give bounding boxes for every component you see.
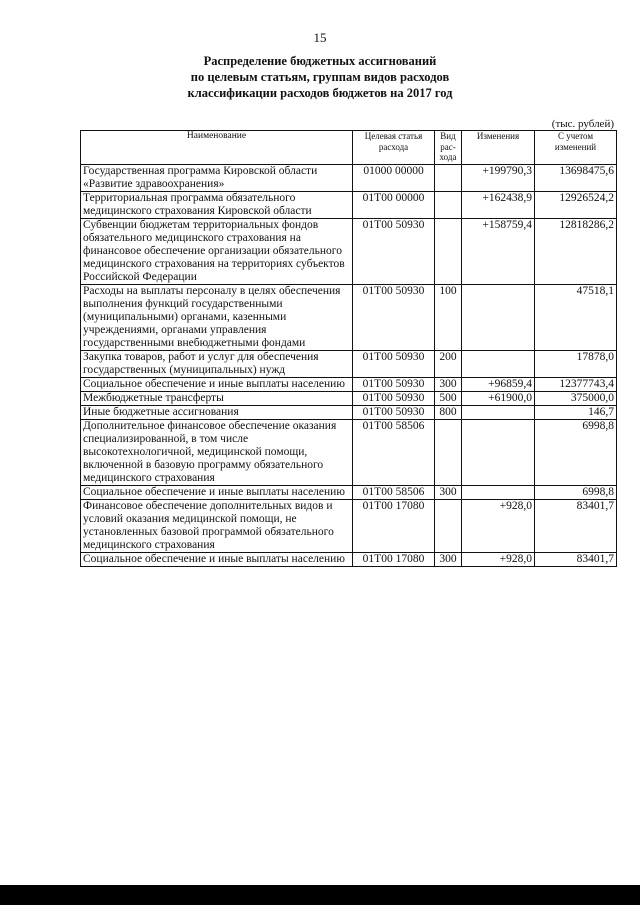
row-target-article-cell: 01Т00 50930 [353,405,435,419]
row-changes-cell: +199790,3 [462,164,535,191]
row-with-changes-cell: 47518,1 [535,284,617,350]
table-row [81,284,617,350]
row-name-cell: Расходы на выплаты персоналу в целях обеспечения выполнения функций государственными (муниципальными) органами, казенными учреждениями, органами управления государственными внебюджетными фондами [81,284,353,350]
row-with-changes-cell: 146,7 [535,405,617,419]
row-name-cell: Межбюджетные трансферты [81,391,353,405]
table-row [81,191,617,218]
row-name-cell: Закупка товаров, работ и услуг для обеспечения государственных (муниципальных) нужд [81,350,353,377]
row-expense-type-cell: 300 [435,552,462,566]
row-name-cell: Государственная программа Кировской области «Развитие здравоохранения» [81,164,353,191]
row-target-article-cell: 01Т00 58506 [353,485,435,499]
row-expense-type-cell: 500 [435,391,462,405]
row-changes-cell: +61900,0 [462,391,535,405]
row-name-cell: Финансовое обеспечение дополнительных видов и условий оказания медицинской помощи, не установленных базовой программой обязательного медицинского страхования [81,499,353,552]
table-row [81,377,617,391]
row-name-cell: Субвенции бюджетам территориальных фондов обязательного медицинского страхования на финансовое обеспечение организации обязательного медицинского страхования на территориях субъектов Российской Федерации [81,218,353,284]
row-with-changes-cell: 12926524,2 [535,191,617,218]
row-expense-type-cell [435,499,462,552]
row-expense-type-cell [435,419,462,485]
row-expense-type-cell: 300 [435,485,462,499]
row-expense-type-cell [435,191,462,218]
row-changes-cell [462,405,535,419]
header-changes: Изменения [462,131,535,165]
row-target-article-cell: 01Т00 50930 [353,350,435,377]
row-with-changes-cell: 12818286,2 [535,218,617,284]
row-name-cell: Социальное обеспечение и иные выплаты населению [81,377,353,391]
row-name-cell: Дополнительное финансовое обеспечение оказания специализированной, в том числе высокотехнологичной, медицинской помощи, включенной в базовую программу обязательного медицинского страхования [81,419,353,485]
row-expense-type-cell [435,218,462,284]
row-with-changes-cell: 375000,0 [535,391,617,405]
row-with-changes-cell: 13698475,6 [535,164,617,191]
row-changes-cell: +96859,4 [462,377,535,391]
row-name-cell: Социальное обеспечение и иные выплаты населению [81,552,353,566]
units-label: (тыс. рублей) [551,118,614,130]
row-with-changes-cell: 6998,8 [535,419,617,485]
row-target-article-cell: 01Т00 58506 [353,419,435,485]
row-with-changes-cell: 83401,7 [535,552,617,566]
row-target-article-cell: 01Т00 50930 [353,377,435,391]
row-target-article-cell: 01Т00 00000 [353,191,435,218]
row-with-changes-cell: 83401,7 [535,499,617,552]
table-row [81,405,617,419]
header-expense-type: Вид рас-хода [435,131,462,165]
title-line-3: классификации расходов бюджетов на 2017 год [187,86,453,100]
row-name-cell: Территориальная программа обязательного медицинского страхования Кировской области [81,191,353,218]
row-with-changes-cell: 17878,0 [535,350,617,377]
row-with-changes-cell: 6998,8 [535,485,617,499]
row-target-article-cell: 01000 00000 [353,164,435,191]
table-row [81,350,617,377]
title-line-2: по целевым статьям, группам видов расходов [190,70,450,84]
row-target-article-cell: 01Т00 17080 [353,552,435,566]
row-with-changes-cell: 12377743,4 [535,377,617,391]
header-name: Наименование [81,131,353,165]
document-title [0,53,640,101]
table-row [81,419,617,485]
row-changes-cell: +928,0 [462,499,535,552]
row-target-article-cell: 01Т00 50930 [353,284,435,350]
row-target-article-cell: 01Т00 50930 [353,391,435,405]
row-changes-cell: +158759,4 [462,218,535,284]
row-name-cell: Иные бюджетные ассигнования [81,405,353,419]
row-expense-type-cell: 100 [435,284,462,350]
row-expense-type-cell: 300 [435,377,462,391]
row-changes-cell [462,350,535,377]
title-line-1: Распределение бюджетных ассигнований [203,54,437,68]
budget-table [80,130,617,567]
row-changes-cell [462,419,535,485]
header-with-changes: С учетом изменений [535,131,617,165]
table-row [81,485,617,499]
row-name-cell: Социальное обеспечение и иные выплаты населению [81,485,353,499]
table-body [81,164,617,566]
row-expense-type-cell: 800 [435,405,462,419]
row-changes-cell [462,485,535,499]
row-changes-cell [462,284,535,350]
row-changes-cell: +928,0 [462,552,535,566]
row-target-article-cell: 01Т00 17080 [353,499,435,552]
page-number: 15 [313,30,327,45]
table-row [81,391,617,405]
row-target-article-cell: 01Т00 50930 [353,218,435,284]
table-row [81,499,617,552]
table-header-row [81,131,617,165]
scan-bottom-edge [0,885,640,905]
row-changes-cell: +162438,9 [462,191,535,218]
row-expense-type-cell [435,164,462,191]
table-row [81,552,617,566]
header-target-article: Целевая статья расхода [353,131,435,165]
table-row [81,218,617,284]
table-row [81,164,617,191]
row-expense-type-cell: 200 [435,350,462,377]
